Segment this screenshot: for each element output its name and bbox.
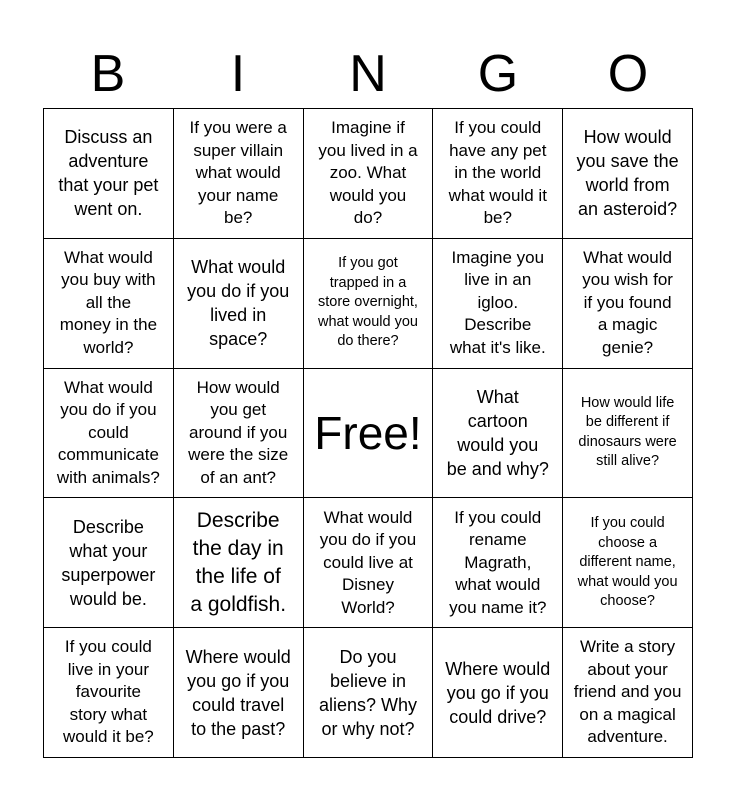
- cell-text: What would you do if you could live at Disney World?: [319, 507, 417, 617]
- bingo-cell: [44, 369, 174, 499]
- cell-text: Describe what your superpower would be.: [61, 516, 156, 609]
- bingo-cell: [304, 239, 434, 369]
- cell-text: Do you believe in aliens? Why or why not?: [318, 646, 418, 739]
- cell-text: If you could live in your favourite story what would it be?: [63, 637, 154, 747]
- bingo-cell: [433, 369, 563, 499]
- bingo-cell: [44, 239, 174, 369]
- bingo-cell: [44, 109, 174, 239]
- bingo-cell: [304, 498, 434, 628]
- cell-text: How would you get around if you were the size of an ant?: [188, 377, 289, 487]
- cell-text: Discuss an adventure that your pet went on.: [58, 127, 159, 220]
- bingo-cell: [433, 498, 563, 628]
- bingo-cell: [174, 498, 304, 628]
- header-letter-n: N: [349, 45, 387, 103]
- cell-text: What cartoon would you be and why?: [446, 386, 549, 479]
- cell-text: How would life be different if dinosaurs were still alive?: [578, 394, 677, 470]
- bingo-cell: [563, 369, 693, 499]
- header-letter-g: G: [477, 45, 519, 103]
- bingo-header: [43, 40, 693, 108]
- cell-text: What would you do if you could communicate with animals?: [56, 377, 160, 487]
- cell-text: Imagine you live in an igloo. Describe what it's like.: [449, 247, 546, 357]
- cell-text: What would you wish for if you found a magic genie?: [582, 247, 673, 357]
- bingo-cell: [304, 109, 434, 239]
- bingo-cell: [174, 628, 304, 758]
- cell-text: How would you save the world from an asteroid?: [576, 127, 679, 220]
- cell-text: Imagine if you lived in a zoo. What would you do?: [318, 118, 418, 228]
- cell-text: Where would you go if you could drive?: [445, 658, 551, 727]
- header-letter-o: O: [607, 45, 649, 103]
- cell-text: If you got trapped in a store overnight, what would you do there?: [318, 255, 418, 350]
- bingo-cell: [174, 239, 304, 369]
- bingo-cell: [433, 109, 563, 239]
- cell-text: Write a story about your friend and you on a magical adventure.: [573, 637, 682, 747]
- bingo-cell: [174, 369, 304, 499]
- header-letter-i: I: [230, 45, 246, 103]
- bingo-cell: [44, 498, 174, 628]
- cell-text: If you could have any pet in the world what would it be?: [448, 118, 547, 228]
- bingo-cell: [44, 628, 174, 758]
- bingo-cell: [563, 109, 693, 239]
- bingo-cell: [433, 628, 563, 758]
- bingo-cell: [563, 239, 693, 369]
- bingo-cell: [174, 109, 304, 239]
- header-letter-b: B: [90, 45, 126, 103]
- bingo-cell: [433, 239, 563, 369]
- free-space-cell: [304, 369, 434, 499]
- bingo-cell: [563, 498, 693, 628]
- free-space-label: Free!: [314, 406, 422, 459]
- bingo-card: [43, 108, 693, 758]
- cell-text: If you could rename Magrath, what would you name it?: [449, 507, 547, 617]
- cell-text: What would you buy with all the money in the world?: [59, 247, 158, 357]
- bingo-cell: [304, 628, 434, 758]
- cell-text: If you could choose a different name, what would you choose?: [577, 515, 678, 610]
- cell-text: If you were a super villain what would your name be?: [189, 118, 287, 228]
- cell-text: What would you do if you lived in space?: [187, 257, 290, 350]
- cell-text: Where would you go if you could travel to the past?: [185, 646, 291, 739]
- cell-text: Describe the day in the life of a goldfish.: [190, 508, 287, 616]
- bingo-cell: [563, 628, 693, 758]
